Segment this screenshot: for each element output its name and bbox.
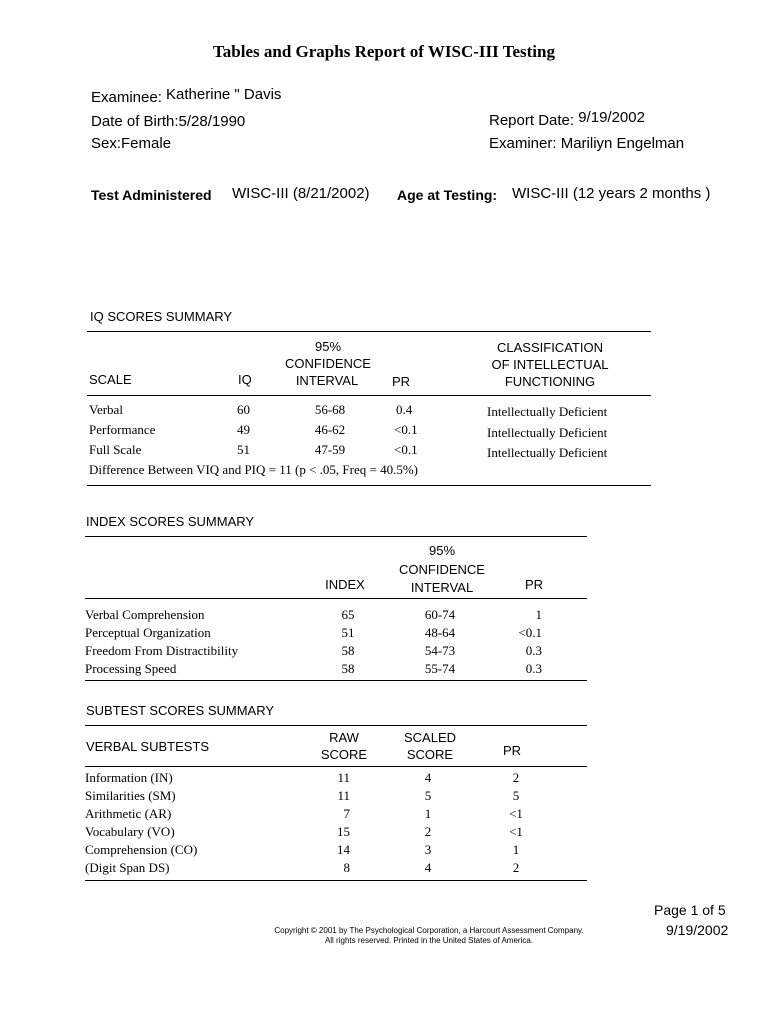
index-name: Verbal Comprehension: [85, 607, 205, 622]
subtest-scaled: 4: [424, 770, 432, 785]
footer-date: 9/19/2002: [666, 922, 729, 938]
iq-header-iq: IQ: [238, 372, 252, 387]
index-header-index: INDEX: [325, 577, 365, 592]
page-number: Page 1 of 5: [654, 902, 726, 918]
subtest-pr: 1: [512, 842, 520, 857]
iq-header-ci-2: CONFIDENCE: [285, 356, 371, 371]
subtest-top-rule: [85, 725, 587, 726]
subtest-header-raw: [308, 729, 380, 763]
subtest-scaled: 5: [424, 788, 432, 803]
age-at-testing-label: Age at Testing:: [397, 187, 498, 203]
subtest-raw: 11: [337, 770, 350, 785]
index-value: 58: [341, 661, 355, 676]
index-ci: 60-74: [424, 607, 456, 622]
iq-classification: Intellectually Deficient: [487, 445, 608, 460]
copyright-line-1: Copyright © 2001 by The Psychological Corporation, a Harcourt Assessment Company.: [274, 926, 584, 935]
subtest-raw: 14: [337, 842, 350, 857]
index-header-ci-3: INTERVAL: [410, 580, 474, 595]
iq-pr: 0.4: [396, 402, 413, 417]
index-name: Perceptual Organization: [85, 625, 211, 640]
subtest-pr: 5: [512, 788, 520, 803]
index-top-rule: [85, 536, 587, 537]
sex-value: Female: [121, 135, 172, 152]
iq-ci: 56-68: [314, 402, 346, 417]
examinee-line: [91, 86, 282, 106]
iq-header-rule: [87, 395, 651, 396]
iq-value: 51: [237, 442, 250, 457]
iq-header-scale: SCALE: [89, 372, 132, 387]
subtest-name: Comprehension (CO): [85, 842, 198, 857]
dob-label: Date of Birth:: [91, 113, 179, 130]
index-ci: 54-73: [424, 643, 456, 658]
index-ci: 48-64: [424, 625, 456, 640]
index-ci: 55-74: [424, 661, 456, 676]
age-at-testing-value: WISC-III (12 years 2 months ): [512, 185, 711, 202]
iq-header-ci-1: 95%: [314, 339, 342, 354]
examiner-label: Examiner:: [489, 135, 557, 152]
iq-top-rule: [87, 331, 651, 332]
index-header-rule: [85, 598, 587, 599]
iq-header-ci: [268, 338, 388, 389]
subtest-header-pr: PR: [502, 743, 522, 758]
iq-classification: Intellectually Deficient: [487, 404, 608, 419]
subtest-scaled: 1: [424, 806, 432, 821]
iq-ci: 46-62: [314, 422, 346, 437]
subtest-scaled: 4: [424, 860, 432, 875]
subtest-section-title: SUBTEST SCORES SUMMARY: [86, 703, 275, 718]
iq-header-class-3: FUNCTIONING: [504, 374, 596, 389]
iq-bottom-rule: [87, 485, 651, 486]
index-header-ci-2: CONFIDENCE: [399, 562, 485, 577]
test-administered-label: Test Administered: [91, 187, 212, 203]
iq-header-class-2: OF INTELLECTUAL: [491, 357, 609, 372]
subtest-pr: 2: [512, 770, 520, 785]
subtest-header-raw-2: SCORE: [320, 747, 368, 762]
subtest-raw: 7: [343, 806, 350, 821]
index-section-title: INDEX SCORES SUMMARY: [86, 514, 255, 529]
subtest-pr: 2: [512, 860, 520, 875]
iq-classification: Intellectually Deficient: [487, 425, 608, 440]
subtest-name: Vocabulary (VO): [85, 824, 175, 839]
index-value: 51: [341, 625, 355, 640]
dob-value: 5/28/1990: [178, 113, 246, 130]
subtest-pr: <1: [509, 806, 523, 821]
subtest-raw: 15: [337, 824, 350, 839]
subtest-header-raw-1: RAW: [329, 730, 359, 745]
index-name: Processing Speed: [85, 661, 177, 676]
subtest-name: Arithmetic (AR): [85, 806, 172, 821]
report-title: Tables and Graphs Report of WISC-III Testing: [213, 42, 555, 61]
iq-value: 60: [237, 402, 250, 417]
index-bottom-rule: [85, 680, 587, 681]
index-pr: 0.3: [525, 643, 542, 658]
sex-label: Sex:: [91, 135, 122, 152]
report-date-value: 9/19/2002: [578, 109, 645, 126]
subtest-pr: <1: [509, 824, 523, 839]
iq-header-ci-3: INTERVAL: [295, 373, 359, 388]
iq-header-pr: PR: [392, 374, 411, 389]
iq-value: 49: [237, 422, 250, 437]
iq-header-class-1: CLASSIFICATION: [497, 340, 603, 355]
subtest-name: Information (IN): [85, 770, 173, 785]
subtest-header-rule: [85, 766, 587, 767]
sex-line: [91, 135, 171, 152]
copyright-line-2: All rights reserved. Printed in the United States of America.: [324, 936, 534, 945]
report-date-line: [489, 109, 645, 129]
iq-section-title: IQ SCORES SUMMARY: [90, 309, 233, 324]
subtest-scaled: 2: [424, 824, 432, 839]
iq-ci: 47-59: [314, 442, 346, 457]
examinee-label: Examinee:: [91, 89, 162, 106]
iq-scale: Performance: [89, 422, 156, 437]
iq-difference-note: Difference Between VIQ and PIQ = 11 (p < .05, Freq = 40.5%): [89, 462, 418, 477]
examiner-value: Mariliyn Engelman: [560, 135, 685, 152]
iq-scale: Full Scale: [89, 442, 142, 457]
index-name: Freedom From Distractibility: [85, 643, 239, 658]
examiner-line: [489, 135, 684, 152]
subtest-header-scaled-1: SCALED: [403, 730, 457, 745]
subtest-header-verbal: VERBAL SUBTESTS: [86, 739, 210, 754]
subtest-bottom-rule: [85, 880, 587, 881]
subtest-scaled: 3: [424, 842, 432, 857]
index-value: 65: [341, 607, 355, 622]
iq-pr: <0.1: [394, 422, 418, 437]
report-date-label: Report Date:: [489, 112, 575, 129]
iq-pr: <0.1: [394, 442, 418, 457]
subtest-header-scaled-2: SCORE: [406, 747, 454, 762]
subtest-raw: 11: [337, 788, 350, 803]
subtest-raw: 8: [343, 860, 350, 875]
index-header-pr: PR: [524, 577, 544, 592]
subtest-name: (Digit Span DS): [85, 860, 170, 875]
subtest-name: Similarities (SM): [85, 788, 176, 803]
test-administered-value: WISC-III (8/21/2002): [232, 185, 370, 202]
index-pr: 0.3: [525, 661, 542, 676]
index-value: 58: [341, 643, 355, 658]
index-header-ci-1: 95%: [428, 543, 456, 558]
iq-header-classification: [470, 339, 630, 390]
index-pr: <0.1: [518, 625, 542, 640]
dob-line: [91, 113, 245, 130]
iq-scale: Verbal: [89, 402, 123, 417]
index-header-ci: [380, 542, 504, 596]
subtest-header-scaled: [390, 729, 470, 763]
index-pr: 1: [535, 607, 542, 622]
examinee-name: Katherine " Davis: [166, 86, 282, 103]
